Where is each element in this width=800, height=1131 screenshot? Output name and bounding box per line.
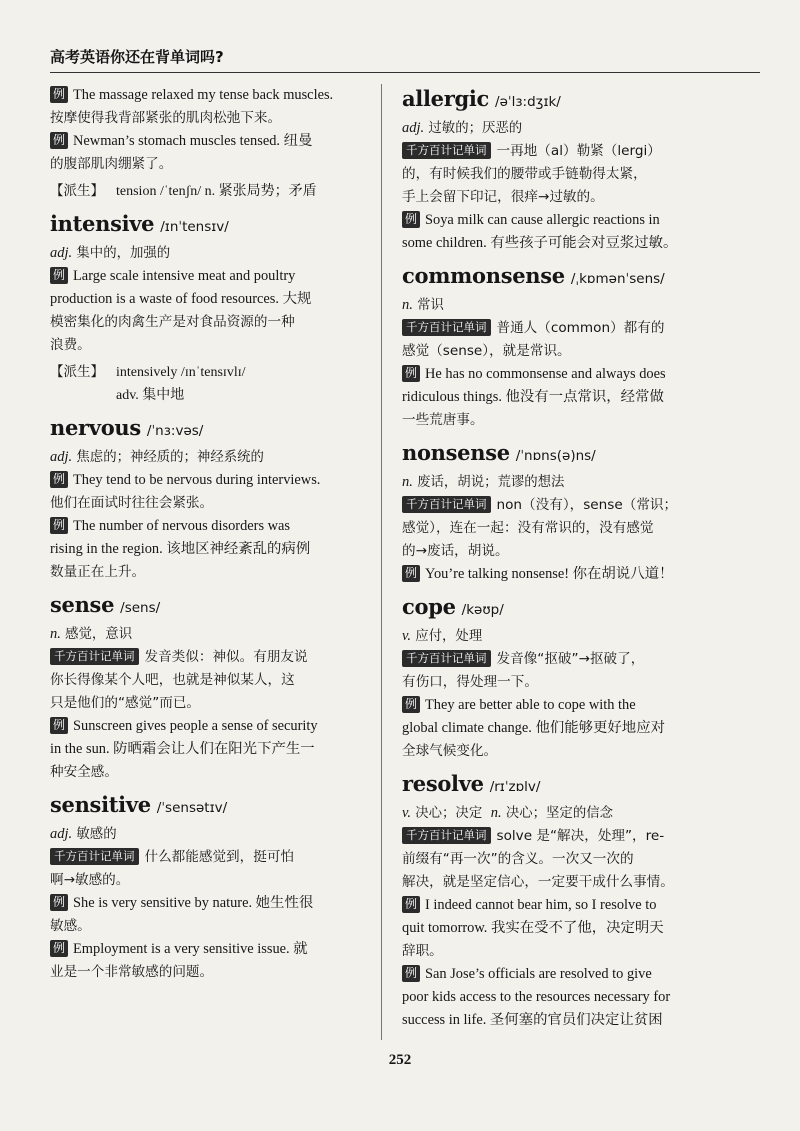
definition: v. 应付，处理	[402, 628, 483, 644]
example-line: 一些荒唐事。	[402, 412, 484, 428]
example-line: 例 San Jose’s officials are resolved to give	[402, 963, 714, 986]
memory-tip: 感觉），连在一起：没有常识的，没有感觉	[402, 520, 654, 536]
headword-commonsense: commonsense /ˌkɒmənˈsens/	[402, 263, 665, 288]
headword-resolve: resolve /rɪˈzɒlv/	[402, 771, 541, 796]
memory-tip: 的，有时候我们的腰带或手链勒得太紧，	[402, 166, 647, 182]
derivative: 【派生】 intensively /ɪnˈtensɪvlɪ/ adv. 集中地	[50, 364, 246, 403]
memory-badge: 千方百计记单词	[50, 648, 139, 665]
derivative: 【派生】 tension /ˈtenʃn/ n. 紧张局势；矛盾	[50, 183, 317, 199]
headword-nervous: nervous /ˈnɜ:vəs/	[50, 415, 204, 440]
example-line: rising in the region. 该地区神经紊乱的病例	[50, 541, 311, 557]
example-line: 他们在面试时往往会紧张。	[50, 495, 214, 511]
memory-tip: 你长得像某个人吧，也就是神似某人，这	[50, 672, 295, 688]
column-divider	[381, 84, 382, 1040]
memory-tip: 有伤口，得处理一下。	[402, 674, 538, 690]
memory-tip: 感觉（sense），就是常识。	[402, 343, 571, 359]
example-badge: 例	[402, 565, 420, 582]
memory-badge: 千方百计记单词	[402, 827, 491, 844]
example-badge: 例	[50, 940, 68, 957]
memory-tip: 手上会留下印记，很痒→过敏的。	[402, 189, 604, 205]
example-line: 种安全感。	[50, 764, 118, 780]
example-line: 浪费。	[50, 337, 91, 353]
header-rule	[50, 72, 760, 73]
memory-badge: 千方百计记单词	[402, 142, 491, 159]
example-line: 敏感。	[50, 918, 91, 934]
example-badge: 例	[50, 86, 68, 103]
example-badge: 例	[50, 471, 68, 488]
example-line: 的腹部肌肉绷紧了。	[50, 156, 173, 172]
example-line: 例 They tend to be nervous during interviews.	[50, 469, 360, 492]
example-line: 模密集化的肉禽生产是对食品资源的一种	[50, 314, 295, 330]
example-line: some children. 有些孩子可能会对豆浆过敏。	[402, 235, 678, 251]
example-badge: 例	[50, 717, 68, 734]
memory-tip: 千方百计记单词 non（没有），sense（常识；	[402, 494, 714, 517]
definition: v. 决心；决定 n. 决心；坚定的信念	[402, 805, 613, 821]
memory-tip: 的→废话，胡说。	[402, 543, 509, 559]
left-column	[50, 84, 360, 984]
memory-tip: 千方百计记单词 普通人（common）都有的	[402, 317, 714, 340]
definition: adj. 过敏的；厌恶的	[402, 120, 523, 136]
definition: n. 废话，胡说；荒谬的想法	[402, 474, 565, 490]
definition: adj. 敏感的	[50, 826, 117, 842]
memory-tip: 千方百计记单词 发音类似：神似。有朋友说	[50, 646, 360, 669]
memory-badge: 千方百计记单词	[402, 319, 491, 336]
example-line: poor kids access to the resources necessary for	[402, 989, 671, 1005]
example-badge: 例	[402, 696, 420, 713]
example-line: 例 Newman’s stomach muscles tensed. 纽曼	[50, 130, 360, 153]
memory-tip: 前缀有“再一次”的含义。一次又一次的	[402, 851, 634, 867]
example-badge: 例	[402, 365, 420, 382]
example-line: 例 Soya milk can cause allergic reactions in	[402, 209, 714, 232]
example-line: 例 Sunscreen gives people a sense of security	[50, 715, 360, 738]
example-line: quit tomorrow. 我实在受不了他，决定明天	[402, 920, 664, 936]
example-line: success in life. 圣何塞的官员们决定让贫困	[402, 1012, 663, 1028]
example-line: 例 I indeed cannot bear him, so I resolve to	[402, 894, 714, 917]
example-line: 数量正在上升。	[50, 564, 146, 580]
example-line: 按摩使得我背部紧张的肌肉松弛下来。	[50, 110, 282, 126]
example-line: global climate change. 他们能够更好地应对	[402, 720, 665, 736]
example-line: 例 She is very sensitive by nature. 她生性很	[50, 892, 360, 915]
example-line: 例 The massage relaxed my tense back muscles.	[50, 84, 360, 107]
memory-badge: 千方百计记单词	[402, 650, 491, 667]
example-badge: 例	[402, 965, 420, 982]
headword-cope: cope /kəʊp/	[402, 594, 504, 619]
example-line: 例 The number of nervous disorders was	[50, 515, 360, 538]
definition: n. 感觉，意识	[50, 626, 133, 642]
example-line: 例 Employment is a very sensitive issue. 就	[50, 938, 360, 961]
example-badge: 例	[402, 211, 420, 228]
memory-badge: 千方百计记单词	[402, 496, 491, 513]
headword-intensive: intensive /ɪnˈtensɪv/	[50, 211, 229, 236]
memory-tip: 千方百计记单词 solve 是“解决，处理”，re-	[402, 825, 714, 848]
example-badge: 例	[50, 517, 68, 534]
memory-tip: 千方百计记单词 一再地（al）勒紧（lergi）	[402, 140, 714, 163]
memory-tip: 千方百计记单词 什么都能感觉到，挺可怕	[50, 846, 360, 869]
memory-tip: 千方百计记单词 发音像“抠破”→抠破了，	[402, 648, 714, 671]
example-badge: 例	[50, 132, 68, 149]
definition: adj. 焦虑的；神经质的；神经系统的	[50, 449, 264, 465]
example-line: 业是一个非常敏感的问题。	[50, 964, 214, 980]
example-line: in the sun. 防晒霜会让人们在阳光下产生一	[50, 741, 315, 757]
headword-sensitive: sensitive /ˈsensətɪv/	[50, 792, 228, 817]
right-column	[402, 84, 714, 1032]
example-badge: 例	[50, 894, 68, 911]
example-line: 全球气候变化。	[402, 743, 498, 759]
example-line: production is a waste of food resources. 大规	[50, 291, 312, 307]
definition: adj. 集中的，加强的	[50, 245, 171, 261]
example-line: 辞职。	[402, 943, 443, 959]
memory-badge: 千方百计记单词	[50, 848, 139, 865]
memory-tip: 啊→敏感的。	[50, 872, 130, 888]
example-line: ridiculous things. 他没有一点常识，经常做	[402, 389, 664, 405]
example-badge: 例	[50, 267, 68, 284]
memory-tip: 解决，就是坚定信心，一定要干成什么事情。	[402, 874, 674, 890]
example-line: 例 They are better able to cope with the	[402, 694, 714, 717]
example-line: 例 He has no commonsense and always does	[402, 363, 714, 386]
example-line: 例 Large scale intensive meat and poultry	[50, 265, 360, 288]
headword-allergic: allergic /əˈlɜ:dʒɪk/	[402, 86, 561, 111]
memory-tip: 只是他们的“感觉”而已。	[50, 695, 201, 711]
page-number: 252	[388, 1052, 412, 1068]
example-badge: 例	[402, 896, 420, 913]
headword-sense: sense /sens/	[50, 592, 161, 617]
running-header: 高考英语你还在背单词吗?	[50, 48, 224, 66]
definition: n. 常识	[402, 297, 444, 313]
example-line: 例 You’re talking nonsense! 你在胡说八道！	[402, 563, 714, 586]
headword-nonsense: nonsense /ˈnɒns(ə)ns/	[402, 440, 596, 465]
